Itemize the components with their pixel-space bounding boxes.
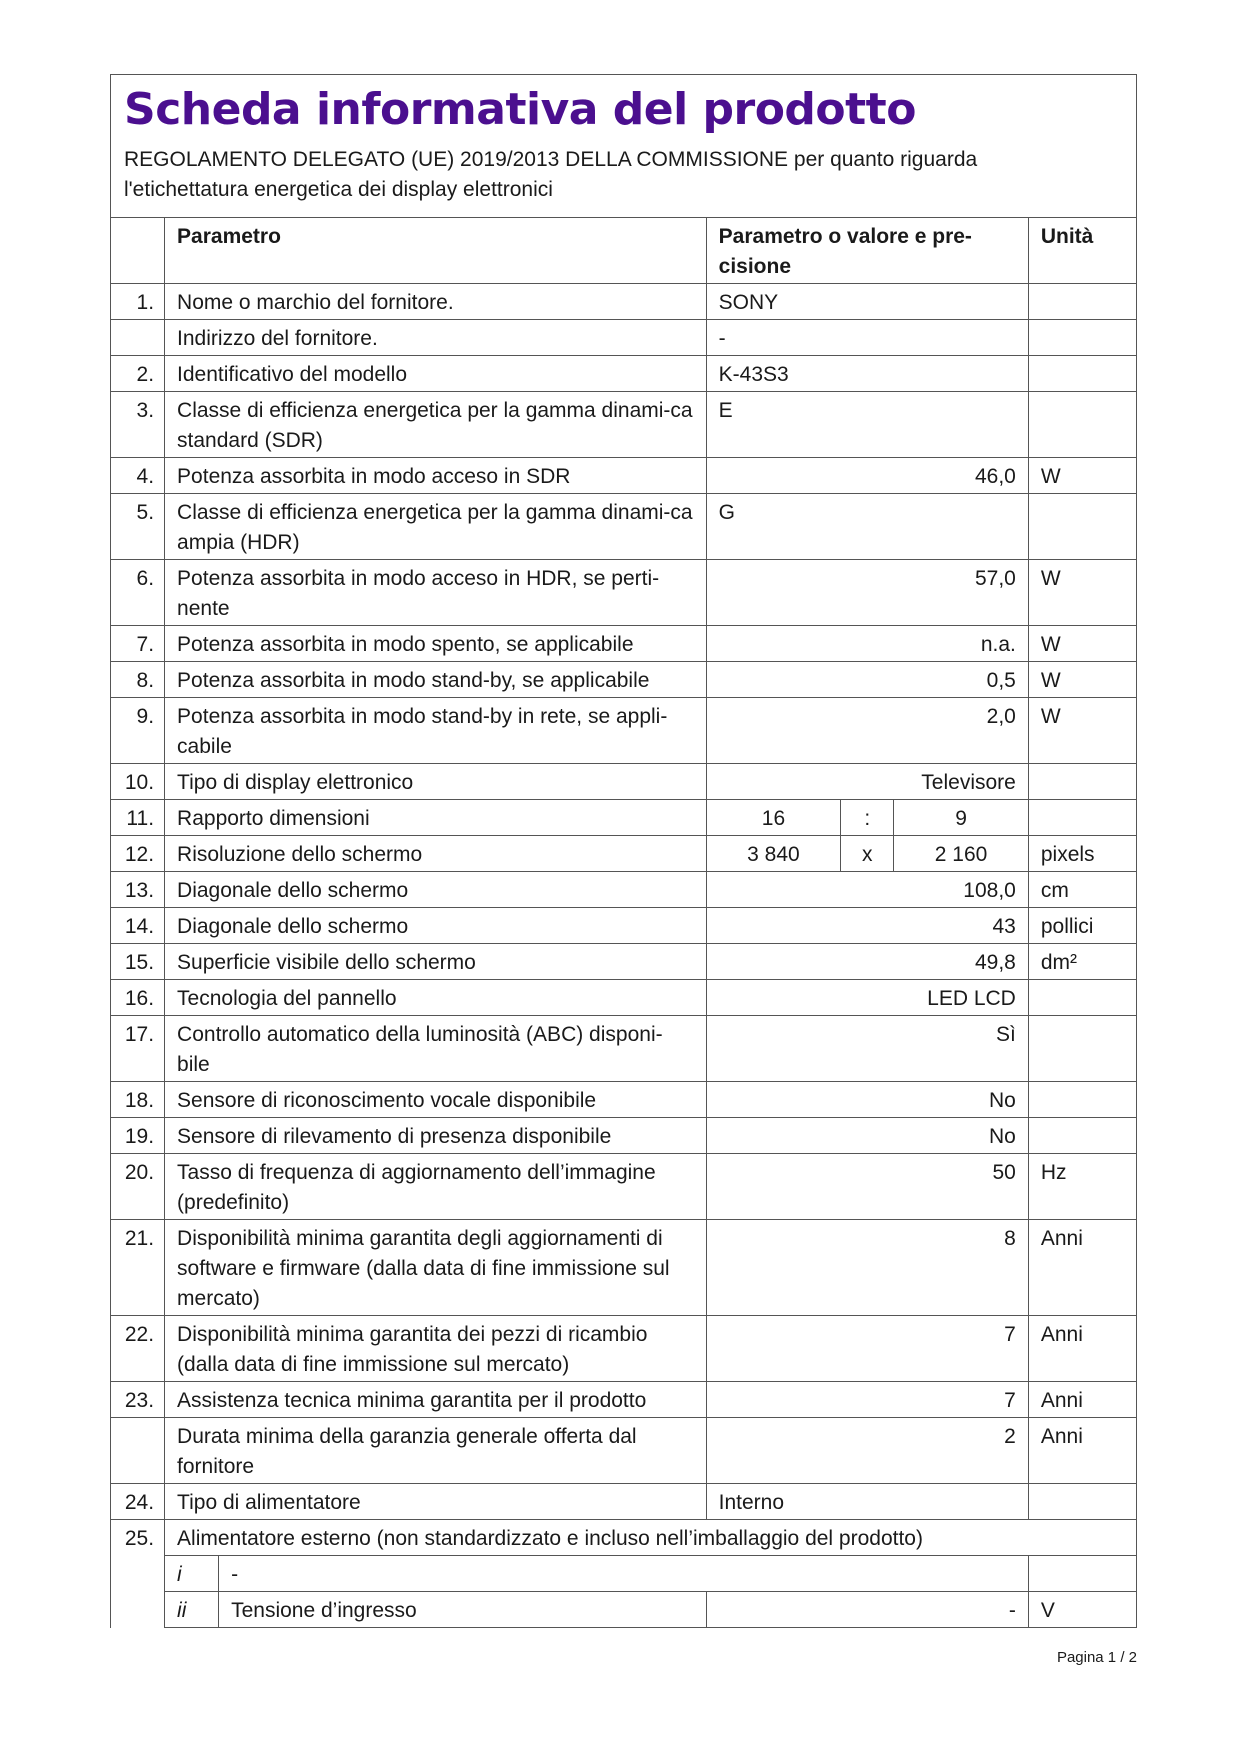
header-value: Parametro o valore e pre-cisione <box>706 218 1028 284</box>
row-unit <box>1028 392 1136 458</box>
row-parameter: Controllo automatico della luminosità (ABC) disponi-bile <box>165 1016 707 1082</box>
row-number: 24. <box>111 1484 165 1520</box>
row-number: 17. <box>111 1016 165 1082</box>
row-unit: W <box>1028 560 1136 626</box>
row-number <box>111 1556 165 1592</box>
row-parameter: Identificativo del modello <box>165 356 707 392</box>
row-unit <box>1028 800 1136 836</box>
row-parameter: Assistenza tecnica minima garantita per il prodotto <box>165 1382 707 1418</box>
row-number: 22. <box>111 1316 165 1382</box>
row-value: 2,0 <box>706 698 1028 764</box>
table-row <box>111 1520 1137 1556</box>
table-row <box>111 284 1137 320</box>
row-parameter: Superficie visibile dello schermo <box>165 944 707 980</box>
row-number: 9. <box>111 698 165 764</box>
row-unit <box>1028 284 1136 320</box>
table-row <box>111 1082 1137 1118</box>
row-unit <box>1028 1118 1136 1154</box>
row-value: G <box>706 494 1028 560</box>
row-unit <box>1028 1016 1136 1082</box>
row-value: 0,5 <box>706 662 1028 698</box>
row-unit <box>1028 980 1136 1016</box>
table-row <box>111 1382 1137 1418</box>
row-number: 7. <box>111 626 165 662</box>
row-value: Interno <box>706 1484 1028 1520</box>
product-information-sheet <box>110 74 1137 1628</box>
row-number <box>111 1592 165 1628</box>
regulation-subtitle: REGOLAMENTO DELEGATO (UE) 2019/2013 DELLA COMMISSIONE per quanto riguarda l'etichettatura energetica dei display elettronici <box>124 148 978 201</box>
row-number <box>111 1418 165 1484</box>
row-parameter: Diagonale dello schermo <box>165 908 707 944</box>
table-row <box>111 494 1137 560</box>
row-parameter: Potenza assorbita in modo stand-by in rete, se appli-cabile <box>165 698 707 764</box>
row-parameter: Indirizzo del fornitore. <box>165 320 707 356</box>
row-value-separator: : <box>841 800 894 836</box>
row-value: LED LCD <box>706 980 1028 1016</box>
row-parameter: Potenza assorbita in modo spento, se applicabile <box>165 626 707 662</box>
row-unit: Hz <box>1028 1154 1136 1220</box>
row-value: 57,0 <box>706 560 1028 626</box>
table-row <box>111 356 1137 392</box>
row-parameter: Sensore di riconoscimento vocale disponibile <box>165 1082 707 1118</box>
row-value-right: 2 160 <box>894 836 1029 872</box>
row-value: K-43S3 <box>706 356 1028 392</box>
subrow-unit <box>1028 1556 1136 1592</box>
row-value-left: 16 <box>706 800 841 836</box>
table-row <box>111 320 1137 356</box>
table-row <box>111 626 1137 662</box>
row-value: 8 <box>706 1220 1028 1316</box>
table-row <box>111 944 1137 980</box>
row-number <box>111 320 165 356</box>
row-parameter: Nome o marchio del fornitore. <box>165 284 707 320</box>
row-parameter: Tipo di display elettronico <box>165 764 707 800</box>
row-parameter: Potenza assorbita in modo acceso in HDR, se perti-nente <box>165 560 707 626</box>
subrow-parameter: Tensione d’ingresso <box>219 1592 707 1628</box>
row-value: n.a. <box>706 626 1028 662</box>
row-unit: W <box>1028 698 1136 764</box>
row-value: Televisore <box>706 764 1028 800</box>
subrow-parameter: - <box>219 1556 1029 1592</box>
row-number: 11. <box>111 800 165 836</box>
row-parameter: Potenza assorbita in modo acceso in SDR <box>165 458 707 494</box>
row-parameter: Potenza assorbita in modo stand-by, se applicabile <box>165 662 707 698</box>
table-row <box>111 1016 1137 1082</box>
table-row <box>111 764 1137 800</box>
table-row <box>111 1220 1137 1316</box>
row-parameter: Durata minima della garanzia generale offerta dal fornitore <box>165 1418 707 1484</box>
row-unit: W <box>1028 458 1136 494</box>
row-number: 1. <box>111 284 165 320</box>
row-number: 6. <box>111 560 165 626</box>
table-row <box>111 392 1137 458</box>
row-number: 2. <box>111 356 165 392</box>
row-value: Sì <box>706 1016 1028 1082</box>
row-number: 13. <box>111 872 165 908</box>
row-value-left: 3 840 <box>706 836 841 872</box>
row-number: 14. <box>111 908 165 944</box>
row-parameter: Tasso di frequenza di aggiornamento dell’immagine (predefinito) <box>165 1154 707 1220</box>
row-number: 16. <box>111 980 165 1016</box>
row-parameter: Diagonale dello schermo <box>165 872 707 908</box>
row-number: 18. <box>111 1082 165 1118</box>
row-parameter: Tipo di alimentatore <box>165 1484 707 1520</box>
parameters-table <box>110 217 1137 1628</box>
row-value: 50 <box>706 1154 1028 1220</box>
header-index-cell <box>111 218 165 284</box>
row-number: 8. <box>111 662 165 698</box>
row-number: 3. <box>111 392 165 458</box>
row-unit <box>1028 764 1136 800</box>
page-title: Scheda informativa del prodotto <box>124 84 916 135</box>
row-unit <box>1028 494 1136 560</box>
row-unit: dm² <box>1028 944 1136 980</box>
row-number: 25. <box>111 1520 165 1556</box>
row-unit: Anni <box>1028 1316 1136 1382</box>
row-unit: W <box>1028 626 1136 662</box>
table-row <box>111 458 1137 494</box>
row-parameter: Classe di efficienza energetica per la gamma dinami-ca ampia (HDR) <box>165 494 707 560</box>
row-parameter: Tecnologia del pannello <box>165 980 707 1016</box>
header-unit: Unità <box>1028 218 1136 284</box>
row-value: 49,8 <box>706 944 1028 980</box>
row-parameter: Risoluzione dello schermo <box>165 836 707 872</box>
table-row <box>111 872 1137 908</box>
table-subrow <box>111 1556 1137 1592</box>
row-number: 20. <box>111 1154 165 1220</box>
table-row <box>111 980 1137 1016</box>
table-row <box>111 1154 1137 1220</box>
row-parameter: Alimentatore esterno (non standardizzato e incluso nell’imballaggio del prodotto) <box>165 1520 1137 1556</box>
row-number: 21. <box>111 1220 165 1316</box>
table-row <box>111 1484 1137 1520</box>
row-number: 12. <box>111 836 165 872</box>
sheet-header <box>110 74 1137 217</box>
row-value-separator: x <box>841 836 894 872</box>
row-value: - <box>706 320 1028 356</box>
row-parameter: Disponibilità minima garantita dei pezzi di ricambio (dalla data di fine immissione sul mercato) <box>165 1316 707 1382</box>
row-unit: Anni <box>1028 1382 1136 1418</box>
table-row <box>111 836 1137 872</box>
row-value: 7 <box>706 1382 1028 1418</box>
row-unit: Anni <box>1028 1220 1136 1316</box>
header-parameter: Parametro <box>165 218 707 284</box>
row-number: 10. <box>111 764 165 800</box>
row-value: 7 <box>706 1316 1028 1382</box>
table-row <box>111 662 1137 698</box>
row-unit: cm <box>1028 872 1136 908</box>
table-row <box>111 800 1137 836</box>
row-parameter: Sensore di rilevamento di presenza disponibile <box>165 1118 707 1154</box>
row-unit: pollici <box>1028 908 1136 944</box>
table-row <box>111 1418 1137 1484</box>
table-header-row <box>111 218 1137 284</box>
row-value: No <box>706 1118 1028 1154</box>
table-row <box>111 698 1137 764</box>
subrow-value: - <box>706 1592 1028 1628</box>
row-unit <box>1028 356 1136 392</box>
table-row <box>111 560 1137 626</box>
row-value: SONY <box>706 284 1028 320</box>
row-number: 4. <box>111 458 165 494</box>
row-value: 46,0 <box>706 458 1028 494</box>
row-parameter: Classe di efficienza energetica per la gamma dinami-ca standard (SDR) <box>165 392 707 458</box>
row-value-right: 9 <box>894 800 1029 836</box>
row-number: 15. <box>111 944 165 980</box>
row-number: 19. <box>111 1118 165 1154</box>
row-value: E <box>706 392 1028 458</box>
row-unit: pixels <box>1028 836 1136 872</box>
row-unit: Anni <box>1028 1418 1136 1484</box>
row-parameter: Rapporto dimensioni <box>165 800 707 836</box>
row-unit <box>1028 320 1136 356</box>
table-row <box>111 1316 1137 1382</box>
row-parameter: Disponibilità minima garantita degli aggiornamenti di software e firmware (dalla data di fine immissione sul mercato) <box>165 1220 707 1316</box>
row-number: 23. <box>111 1382 165 1418</box>
table-subrow <box>111 1592 1137 1628</box>
row-number: 5. <box>111 494 165 560</box>
table-row <box>111 908 1137 944</box>
table-row <box>111 1118 1137 1154</box>
subrow-index: ii <box>165 1592 219 1628</box>
row-value: 108,0 <box>706 872 1028 908</box>
row-unit <box>1028 1484 1136 1520</box>
subrow-index: i <box>165 1556 219 1592</box>
page-number: Pagina 1 / 2 <box>1056 1649 1137 1666</box>
row-unit <box>1028 1082 1136 1118</box>
row-value: 2 <box>706 1418 1028 1484</box>
subrow-unit: V <box>1028 1592 1136 1628</box>
row-value: No <box>706 1082 1028 1118</box>
row-value: 43 <box>706 908 1028 944</box>
row-unit: W <box>1028 662 1136 698</box>
